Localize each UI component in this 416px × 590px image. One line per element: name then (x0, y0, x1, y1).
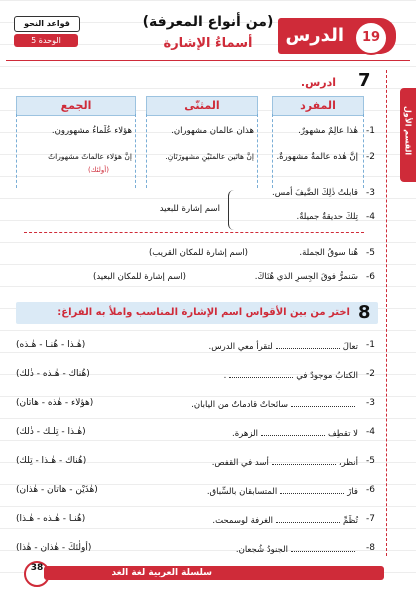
answer-blank[interactable] (291, 543, 355, 552)
fill-sentence (224, 369, 358, 381)
unit-label: الوحدة 5 (14, 34, 78, 47)
sentence-before: تعالَ (342, 342, 358, 352)
fill-sentence (236, 543, 358, 555)
row-number: -1 (366, 126, 375, 136)
answer-blank[interactable] (291, 398, 355, 407)
item-number: -3 (366, 398, 375, 408)
fill-sentence (232, 427, 358, 439)
example-4: تِلكَ حديقةٌ جميلةٌ. (296, 212, 358, 222)
example-plural-1: هؤلاء عُلَماءُ مشهورون. (51, 126, 132, 136)
example-dual-1: هذان عالمان مشهوران. (171, 126, 254, 136)
item-number: -2 (366, 369, 375, 379)
item-number: -1 (366, 340, 375, 350)
row-number: -4 (366, 212, 375, 222)
example-3: قابلتُ ذٰلِكَ الضَّيفَ أمس. (272, 188, 358, 198)
lesson-number: 19 (354, 21, 388, 55)
example-singular-2: إنَّ هٰذه عالمةٌ مشهورةٌ. (276, 152, 358, 162)
answer-blank[interactable] (229, 369, 293, 378)
fill-sentence (209, 340, 358, 352)
sentence-after: سائحاتٌ قادماتٌ من اليابان. (191, 400, 288, 410)
side-tab-label: القسم الأول (403, 105, 413, 156)
sentence-before: تُظَمِّ (343, 516, 358, 526)
choices: (أولٰئكَ - هٰذان - هٰذا) (16, 543, 92, 553)
answer-blank[interactable] (276, 340, 340, 349)
fill-sentence (212, 456, 358, 468)
sentence-before: لا تقطِف (328, 429, 358, 439)
series-title: سلسلة العربية لغة الغد (111, 568, 212, 578)
row-number: -3 (366, 188, 375, 198)
plural-note: (أولئك) (88, 166, 109, 174)
item-number: -5 (366, 456, 375, 466)
answer-blank[interactable] (276, 514, 340, 523)
lesson-subtitle: أسماءُ الإشارة (163, 36, 253, 51)
col-head-singular: المفرد (272, 96, 364, 116)
choices: (هٰذَيْن - هاتان - هٰذان) (16, 485, 98, 495)
example-singular-1: هٰذا عالِمٌ مشهورٌ. (298, 126, 358, 136)
divider (24, 232, 364, 233)
answer-blank[interactable] (261, 427, 325, 436)
sentence-after: الزهرة. (232, 429, 258, 439)
fill-sentence (207, 485, 358, 497)
choices: (هُناك - هٰـذه - ذٰلك) (16, 369, 90, 379)
section7-number: 7 (358, 70, 371, 91)
row-number: -6 (366, 272, 375, 282)
item-number: -6 (366, 485, 375, 495)
sentence-after: . (223, 371, 227, 381)
lesson-label: الدرس (285, 25, 344, 46)
fill-sentence (212, 514, 358, 526)
side-tab (400, 88, 416, 182)
example-5-note: (اسم إشارة للمكان القريب) (148, 248, 248, 258)
lesson-title: (من أنواع المعرفة) (142, 14, 274, 30)
item-number: -4 (366, 427, 375, 437)
example-5: هُنا سوقُ الجملة. (299, 248, 358, 258)
item-number: -8 (366, 543, 375, 553)
example-dual-2: إنَّ هاتَين عالمتَيْنِ مشهورَتَانِ. (165, 152, 254, 161)
fill-sentence (191, 398, 358, 410)
choices: (هؤلاء - هٰذه - هاتان) (16, 398, 94, 408)
answer-blank[interactable] (280, 485, 344, 494)
col-head-plural: الجمع (16, 96, 136, 116)
category-label: قواعد النحو (14, 16, 80, 32)
sentence-after: الغرفة لوسمحت. (212, 516, 273, 526)
choices: (هُنـا - هٰـذه - هٰـذا) (16, 514, 86, 524)
section8-heading: اختر من بين الأقواس اسم الإشارة المناسب واملأ به الفراغ: (57, 307, 350, 318)
sentence-before: أنظر، (338, 458, 358, 468)
sentence-after: المتسابقان بالسِّباق. (206, 487, 278, 497)
example-6: سَنمرُّ فوقَ الجِسرِ الذي هُنَاكَ. (254, 272, 358, 282)
sentence-before: الكتابُ موجودٌ في (296, 371, 358, 381)
sentence-before: فازَ (347, 487, 358, 497)
item-number: -7 (366, 514, 375, 524)
section7-heading: ادرس. (300, 76, 336, 89)
far-note: اسم إشارة للبعيد (159, 204, 220, 214)
section8-number: 8 (358, 302, 371, 323)
example-plural-2: إنَّ هؤلاء عالماتٌ مشهوراتٌ (48, 152, 132, 161)
row-number: -2 (366, 152, 375, 162)
page-number: 38 (24, 561, 50, 587)
choices: (هٰـذا - تِلـك - ذٰلك) (16, 427, 86, 437)
example-6-note: (اسم إشارة للمكان البعيد) (93, 272, 186, 282)
choices: (هٰـذا - هُنـا - هٰـذه) (16, 340, 86, 350)
footer-bar (44, 566, 384, 580)
lesson-badge (278, 18, 396, 54)
sentence-after: الجنودُ شُجعان. (235, 545, 288, 555)
brace (228, 190, 235, 230)
choices: (هُناك - هٰـذا - تِلك) (16, 456, 87, 466)
col-head-dual: المثنّى (146, 96, 258, 116)
sentence-after: لتقرأ معي الدرس. (208, 342, 273, 352)
row-number: -5 (366, 248, 375, 258)
header-divider (6, 60, 410, 61)
answer-blank[interactable] (272, 456, 336, 465)
sentence-after: أسد في القفص. (211, 458, 269, 468)
